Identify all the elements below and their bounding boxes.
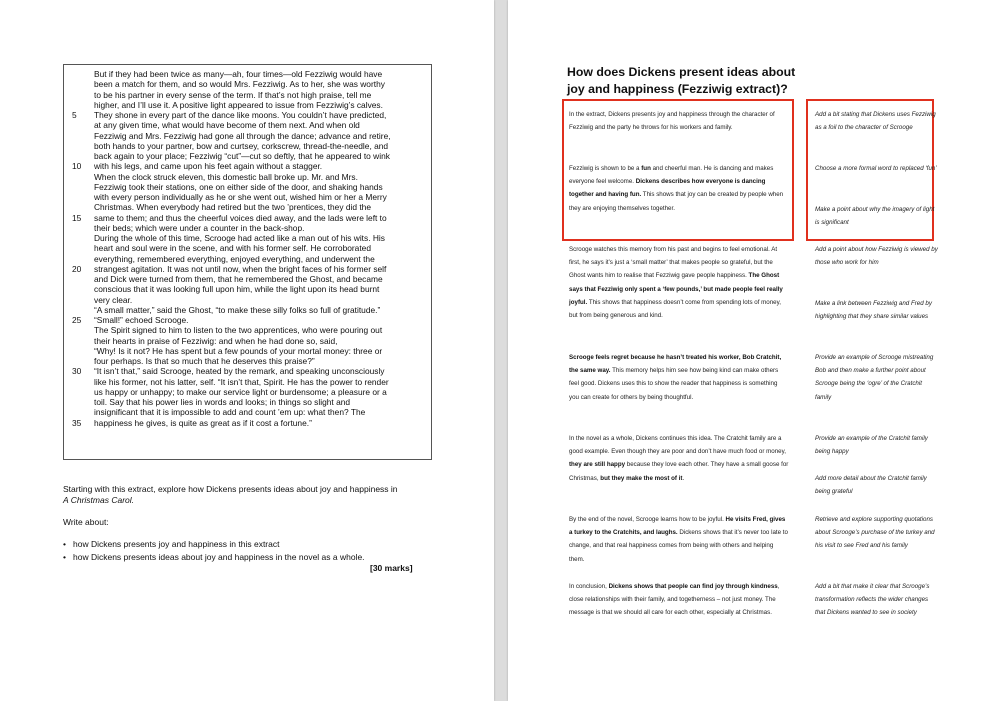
text-run: This memory helps him see how being kind can make others feel good. Dickens uses this to show the reader that happiness is something you can create for others by being thoughtful. (569, 367, 779, 401)
extract-line: toil. Say that his power lies in words and looks; in things so slight and (94, 397, 351, 407)
question-prompt: Starting with this extract, explore how Dickens presents ideas about joy and happiness in (63, 484, 398, 494)
extract-line: Fezziwig took their stations, one on either side of the door, and shaking hands (94, 181, 383, 192)
feedback-note: Add a point about how Fezziwig is viewed by those who work for him (815, 246, 938, 267)
bullet-text: how Dickens presents joy and happiness in this extract (73, 539, 280, 549)
line-number: 25 (72, 315, 82, 325)
bold-phrase: fun (641, 165, 651, 172)
essay-title-line-1: How does Dickens present ideas about (567, 65, 796, 79)
extract-line: The Spirit signed to him to listen to the two apprentices, who were pouring out (94, 325, 383, 336)
novel-title: A Christmas Carol. (63, 495, 135, 505)
line-number: 35 (72, 417, 82, 428)
text-run: Fezziwig is shown to be a (569, 165, 642, 172)
essay-paragraph (569, 351, 789, 404)
text-run: because they love each other. They have a small goose for Christmas, (569, 461, 789, 482)
extract-line: strangest agitation. It was not until now, when the bright faces of his former self (94, 263, 387, 274)
feedback-note: Make a point about why the imagery of light is significant (815, 206, 935, 227)
bold-phrase: Scrooge feels regret because he hasn’t treated his worker, Bob Cratchit, the same way. (569, 354, 782, 375)
text-run: This shows that happiness doesn’t come from spending lots of money, but from being generous and kind. (569, 298, 781, 320)
extract-line: “Why! Is it not? He has spent but a few pounds of your mortal money: three or (94, 345, 383, 356)
extract-line: insignificant that it is impossible to add and count ’em up: what then? The (94, 407, 366, 418)
essay-paragraph (569, 580, 789, 620)
text-run: In conclusion, (569, 583, 609, 590)
text-run: , close relationships with their family, and togetherness – not just money. The message is that we should all care for each other, especially at Christmas. (569, 583, 780, 617)
extract-line: “Small!” echoed Scrooge. (94, 315, 189, 325)
extract-line: their beds; which were under a counter in the back-shop. (94, 222, 305, 233)
bold-phrase: but they make the most of it (600, 474, 683, 482)
extract-line: everything, remembered everything, enjoyed everything, and underwent the (94, 253, 375, 264)
extract-line: both hands to your partner, bow and curtsey, corkscrew, thread-the-needle, and (94, 140, 389, 151)
feedback-note: Add a bit stating that Dickens uses Fezziwig as a foil to the character of Scrooge (815, 111, 936, 132)
extract-line: their hearts in praise of Fezziwig: and when he had done so, said, (94, 335, 338, 346)
extract-line: like his former, not his latter, self. “It isn’t that, Spirit. He has the power to render (94, 376, 389, 387)
extract-line: When the clock struck eleven, this domestic ball broke up. Mr. and Mrs. (94, 171, 358, 182)
bold-phrase: The Ghost says that Fezziwig only spent a ‘few pounds,’ but made people feel really joyful. (569, 272, 783, 306)
text-run: By the end of the novel, Scrooge learns how to be joyful. (569, 516, 726, 523)
text-run: . (682, 474, 685, 482)
extract-line: “A small matter,” said the Ghost, “to make these silly folks so full of gratitude.” (94, 304, 381, 315)
essay-page (508, 0, 1000, 701)
extract-line: with his legs, and came upon his feet again without a stagger. (94, 161, 323, 172)
extract-line: happiness he gives, is quite as great as if it cost a fortune.” (94, 417, 312, 428)
exam-question-page (0, 0, 494, 701)
question-bullet-2 (63, 552, 365, 563)
essay-paragraph (569, 432, 789, 485)
extract-line: higher, and I’ll use it. A positive light appeared to issue from Fezziwig’s calves. (94, 99, 383, 110)
line-number: 30 (72, 366, 82, 377)
essay-paragraph (569, 243, 789, 322)
extract-line: But if they had been twice as many—ah, four times—old Fezziwig would have (94, 69, 383, 79)
essay-paragraph (569, 513, 789, 566)
extract-line: very clear. (94, 294, 133, 305)
essay-paragraph (569, 162, 789, 215)
line-number: 15 (72, 212, 82, 223)
feedback-note: Add more detail about the Cratchit family being grateful (815, 475, 927, 496)
extract-line: Christmas. When everybody had retired but the two ’prentices, they did the (94, 202, 371, 213)
text-run: Scrooge watches this memory from his past and begins to feel emotional. At first, he says it’s just a ‘small matter’ that makes people so grateful, but the Ghost wants him to realise that Fezziwig gave people happiness. (569, 246, 778, 280)
extract-line: back again to your place; Fezziwig “cut”—cut so deftly, that he appeared to wink (94, 151, 390, 161)
write-about-heading: Write about: (63, 517, 109, 527)
bullet-icon: • (63, 539, 66, 549)
extract-line: “It isn’t that,” said Scrooge, heated by the remark, and speaking unconsciously (94, 366, 385, 377)
essay-title (567, 64, 795, 98)
extract-box (63, 64, 432, 460)
bold-phrase: they are still happy (569, 461, 626, 469)
feedback-note: Choose a more formal word to replaced ‘fun’ (815, 165, 937, 172)
extract-line: and Dick were turned from them, that he remembered the Ghost, and became (94, 274, 383, 284)
extract-line: at any given time, what would have become of them next. And when old (94, 120, 360, 131)
text-run: In the novel as a whole, Dickens continues this idea. The Cratchit family are a good example. Even though they are poor and don’t have much food or money, (569, 435, 786, 456)
essay-paragraph (569, 108, 789, 134)
extract-line: to be his partner in every sense of the term. If that’s not high praise, tell me (94, 89, 372, 100)
bold-phrase: Dickens describes how everyone is dancing together and having fun. (569, 178, 766, 199)
extract-line: They shone in every part of the dance like moons. You couldn’t have predicted, (94, 110, 387, 120)
text-run: Dickens shows that it’s never too late to change, and that real happiness comes from being with others and helping them. (569, 529, 788, 563)
text-run: and cheerful man. He is dancing and makes everyone feel welcome. (569, 165, 774, 186)
question-bullet-1 (63, 539, 279, 550)
bullet-icon: • (63, 552, 66, 562)
feedback-note: Provide an example of the Cratchit family being happy (815, 435, 928, 456)
feedback-note: Make a link between Fezziwig and Fred by highlighting that they share similar values (815, 300, 932, 321)
essay-title-line-2: joy and happiness (Fezziwig extract)? (567, 82, 788, 96)
feedback-note: Retrieve and explore supporting quotations about Scrooge’s purchase of the turkey and his visit to see Fred and his family (815, 516, 935, 550)
extract-line: heart and soul were in the scene, and with his former self. He corroborated (94, 243, 371, 254)
line-number: 10 (72, 161, 82, 172)
line-number: 5 (72, 110, 77, 120)
extract-line: Fezziwig and Mrs. Fezziwig had gone all through the dance; advance and retire, (94, 130, 391, 141)
extract-line: us happy or unhappy; to make our service light or burdensome; a pleasure or a (94, 386, 387, 397)
bold-phrase: He visits Fred, gives a turkey to the Cratchits, and laughs. (569, 516, 786, 537)
bullet-text: how Dickens presents ideas about joy and happiness in the novel as a whole. (73, 552, 365, 562)
feedback-note: Provide an example of Scrooge mistreating Bob and then make a further point about Scrooge being the ‘ogre’ of the Cratchit family (815, 354, 934, 401)
bold-phrase: Dickens shows that people can find joy through kindness (608, 583, 778, 590)
text-run: This shows that joy can be created by people when they are enjoying themselves together. (569, 191, 784, 212)
extract-line: conscious that it was looking full upon him, while the light upon its head burnt (94, 284, 380, 295)
text-run: In the extract, Dickens presents joy and happiness through the character of Fezziwig and the party he throws for his workers and family. (569, 111, 775, 132)
extract-line: four perhaps. Is that so much that he deserves this praise?” (94, 356, 315, 366)
extract-line: been a match for them, and so would Mrs. Fezziwig. As to her, she was worthy (94, 79, 385, 90)
extract-line: same to them; and thus the cheerful voices died away, and the lads were left to (94, 212, 387, 223)
marks-label: [30 marks] (370, 563, 413, 573)
feedback-note: Add a bit that make it clear that Scrooge’s transformation reflects the wider changes that Dickens wanted to see in society (815, 583, 930, 617)
line-number: 20 (72, 263, 82, 274)
extract-line: During the whole of this time, Scrooge had acted like a man out of his wits. His (94, 233, 385, 243)
extract-line: with every person individually as he or she went out, wished him or her a Merry (94, 192, 387, 202)
